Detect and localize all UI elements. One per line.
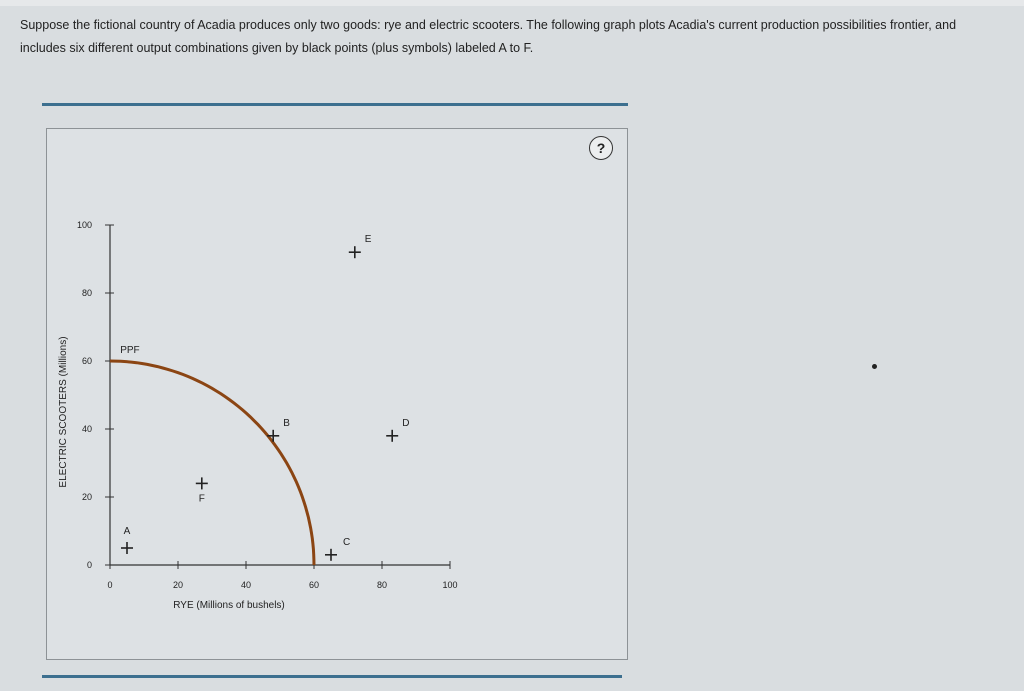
point-label-B: B: [283, 417, 290, 429]
ppf-curve: [110, 361, 314, 565]
y-tick-label-80: 80: [81, 288, 92, 298]
y-tick-label-20: 20: [81, 492, 92, 502]
x-tick-label-0: 0: [107, 580, 113, 590]
point-label-F: F: [198, 493, 205, 505]
x-tick-label-60: 60: [308, 580, 320, 590]
ppf-label: PPF: [120, 345, 140, 356]
x-tick-label-20: 20: [172, 580, 184, 590]
y-tick-label-40: 40: [81, 424, 92, 434]
y-tick-label-100: 100: [76, 220, 92, 230]
y-axis-title: ELECTRIC SCOOTERS (Millions): [58, 336, 69, 488]
y-tick-label-60: 60: [81, 356, 92, 366]
help-button[interactable]: ?: [589, 136, 613, 160]
speck-dot: [872, 364, 877, 369]
question-text: Suppose the fictional country of Acadia produces only two goods: rye and electric scooters. The following graph plots Acadia's current production possibilities frontier, and includes six different output combinations given by black points (plus symbols) labeled A to F.: [20, 18, 957, 55]
y-tick-label-0: 0: [86, 560, 92, 570]
point-label-E: E: [364, 234, 372, 246]
x-tick-label-100: 100: [442, 580, 458, 590]
x-tick-label-80: 80: [376, 580, 388, 590]
point-label-C: C: [343, 536, 351, 548]
x-axis-title: RYE (Millions of bushels): [173, 600, 285, 611]
point-label-D: D: [402, 417, 410, 429]
point-label-A: A: [123, 526, 131, 537]
bottom-divider: [42, 675, 622, 678]
x-tick-label-40: 40: [240, 580, 252, 590]
